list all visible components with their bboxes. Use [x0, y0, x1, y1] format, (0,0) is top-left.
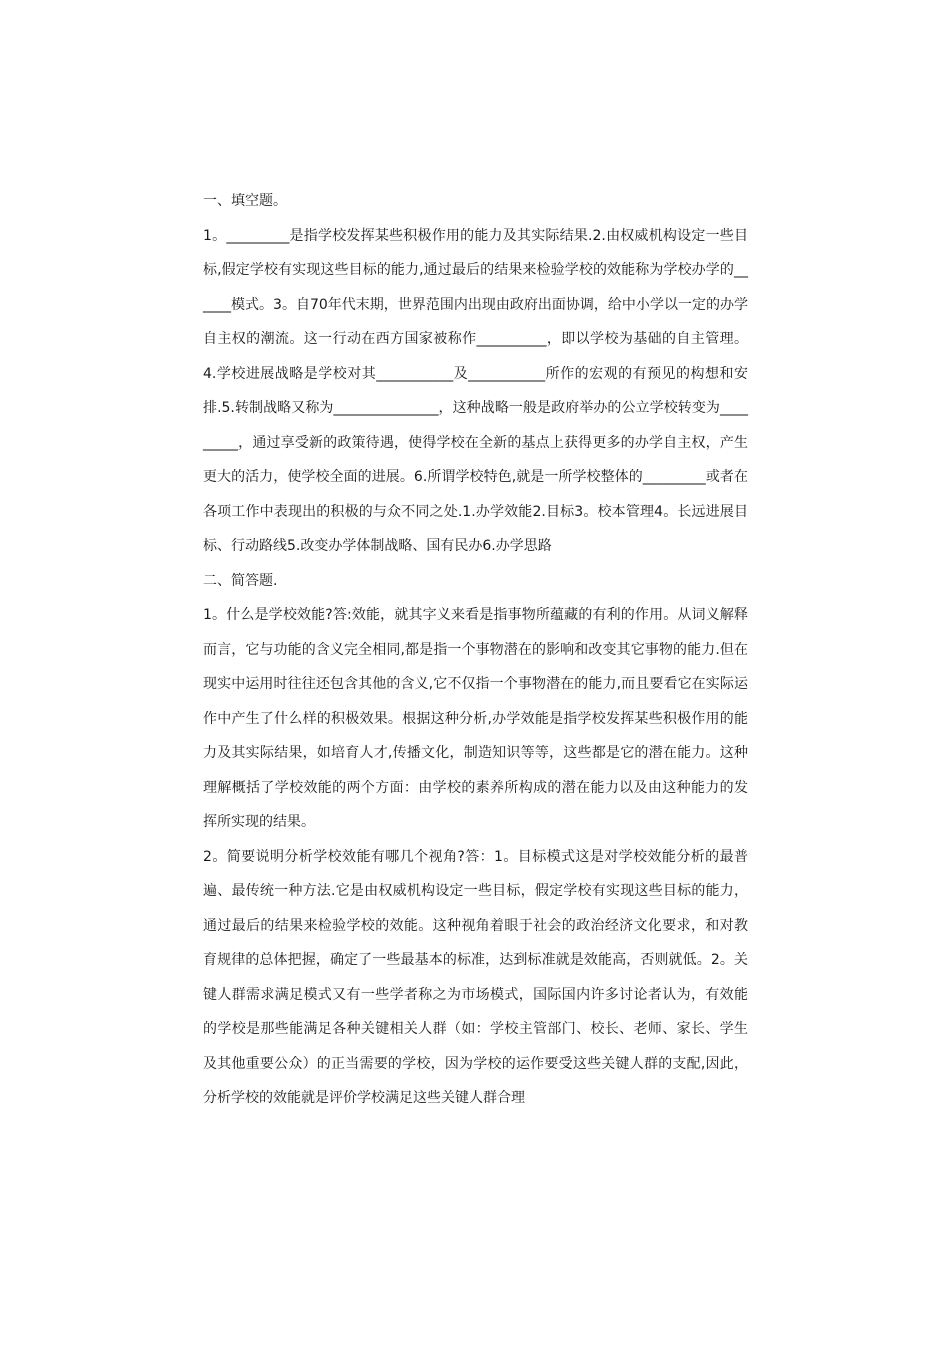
section-1-heading: 一、填空题。	[203, 193, 287, 209]
short-answer-question-2: 2。简要说明分析学校效能有哪几个视角?答：1。目标模式这是对学校效能分析的最普遍、最传统一种方法.它是由权威机构设定一些目标，假定学校有实现这些目标的能力，通过最后的结果来检验学校的效能。这种视角着眼于社会的政治经济文化要求，和对教育规律的总体把握，确定了一些最基本的标准，达到标准就是效能高，否则就低。2。关键人群需求满足模式又有一些学者称之为市场模式，国际国内许多讨论者认为，有效能的学校是那些能满足各种关键相关人群（如：学校主管部门、校长、老师、家长、学生及其他重要公众）的正当需要的学校，因为学校的运作要受这些关键人群的支配,因此，分析学校的效能就是评价学校满足这些关键人群合理	[203, 848, 748, 1106]
section-2-heading: 二、简答题.	[203, 572, 278, 589]
short-answer-question-1: 1。什么是学校效能?答:效能，就其字义来看是指事物所蕴藏的有利的作用。从词义解释而言，它与功能的含义完全相同,都是指一个事物潜在的影响和改变其它事物的能力.但在现实中运用时往往还包含其他的含义,它不仅指一个事物潜在的能力,而且要看它在实际运作中产生了什么样的积极效果。根据这种分析,办学效能是指学校发挥某些积极作用的能力及其实际结果，如培育人才,传播文化，制造知识等等，这些都是它的潜在能力。这种理解概括了学校效能的两个方面：由学校的素养所构成的潜在能力以及由这种能力的发挥所实现的结果。	[203, 607, 748, 830]
document-page	[203, 184, 748, 1116]
fill-in-blank-paragraph: 1。_________是指学校发挥某些积极作用的能力及其实际结果.2.由权威机构设定一些目标,假定学校有实现这些目标的能力,通过最后的结果来检验学校的效能称为学校办学的______模式。3。自70年代末期，世界范围内出现由政府出面协调，给中小学以一定的办学自主权的潮流。这一行动在西方国家被称作__________，即以学校为基础的自主管理。4.学校进展战略是学校对其___________及___________所作的宏观的有预见的构想和安排.5.转制战略又称为_______________，这种战略一般是政府举办的公立学校转变为_________，通过享受新的政策待遇，使得学校在全新的基点上获得更多的办学自主权，产生更大的活力，使学校全面的进展。6.所谓学校特色,就是一所学校整体的_________或者在各项工作中表现出的积极的与众不同之处.1.办学效能2.目标3。校本管理4。长远进展目标、行动路线5.改变办学体制战略、国有民办6.办学思路	[203, 227, 748, 554]
